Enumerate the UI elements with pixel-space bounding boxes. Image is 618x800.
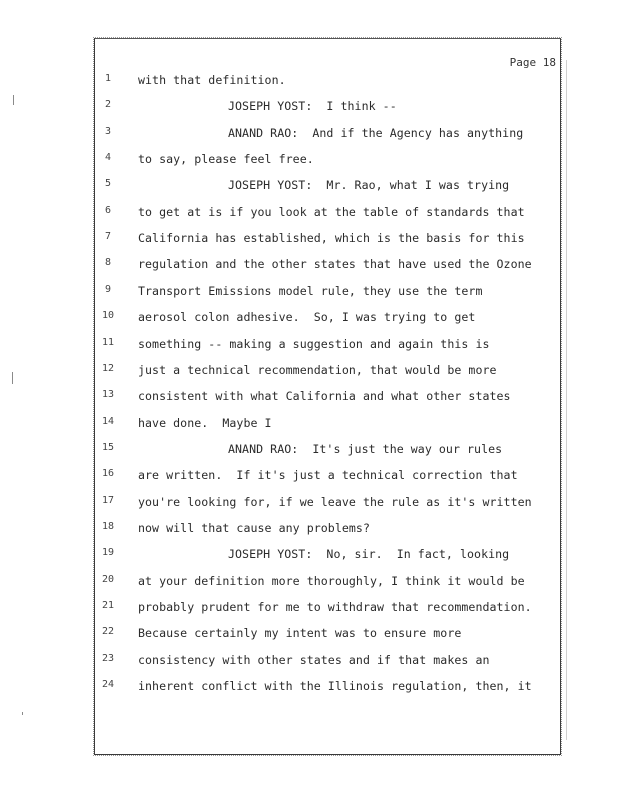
line-number: 7 [104,231,112,243]
line-number: 11 [101,336,115,348]
line-text: regulation and the other states that have used the Ozone [138,257,532,272]
line-number: 19 [101,547,115,559]
scan-speck [566,60,567,740]
line-number: 4 [104,152,112,164]
line-text: ANAND RAO: It's just the way our rules [228,441,503,456]
line-text: are written. If it's just a technical correction that [138,468,518,483]
line-number: 23 [101,652,115,664]
line-text: JOSEPH YOST: I think -- [228,99,397,114]
transcript-line [0,574,618,590]
line-number: 16 [101,468,115,480]
transcript-line [0,600,618,616]
transcript-line [0,152,618,168]
line-number: 15 [101,441,115,453]
line-text: JOSEPH YOST: Mr. Rao, what I was trying [228,178,510,193]
transcript-line [0,257,618,273]
line-text: California has established, which is the basis for this [138,231,525,246]
scan-speck [12,372,13,384]
transcript-line [0,99,618,115]
line-text: Transport Emissions model rule, they use the term [138,283,483,298]
line-text: now will that cause any problems? [138,520,370,535]
line-text: aerosol colon adhesive. So, I was trying to get [138,310,476,325]
line-text: have done. Maybe I [138,415,272,430]
line-text: something -- making a suggestion and again this is [138,336,490,351]
transcript-line [0,626,618,642]
transcript-line [0,231,618,247]
line-number: 18 [101,520,115,532]
line-text: at your definition more thoroughly, I think it would be [138,573,525,588]
transcript-line [0,416,618,432]
transcript-line [0,653,618,669]
scan-speck [22,712,23,715]
transcript-line [0,205,618,221]
line-number: 13 [101,389,115,401]
page-number: Page 18 [509,56,556,69]
line-number: 3 [104,125,112,137]
line-number: 6 [104,204,112,216]
line-number: 14 [101,415,115,427]
line-number: 5 [104,178,112,190]
line-text: with that definition. [138,73,286,87]
line-text: to say, please feel free. [138,152,314,167]
line-number: 1 [104,73,112,84]
line-text: you're looking for, if we leave the rule as it's written [138,494,532,509]
transcript-line [0,178,618,194]
line-text: inherent conflict with the Illinois regulation, then, it [138,679,532,694]
transcript-line [0,310,618,326]
line-number: 9 [104,283,112,295]
transcript-line [0,442,618,458]
line-text: probably prudent for me to withdraw that recommendation. [138,600,532,614]
transcript-line [0,389,618,405]
line-number: 24 [101,679,115,691]
line-number: 17 [101,494,115,506]
line-number: 10 [101,310,115,322]
line-text: consistency with other states and if that makes an [138,652,490,667]
line-number: 12 [101,362,115,374]
line-number: 21 [101,600,115,611]
transcript-line [0,284,618,300]
transcript-line [0,547,618,563]
line-text: JOSEPH YOST: No, sir. In fact, looking [228,547,510,562]
transcript-line [0,73,618,89]
transcript-line [0,521,618,537]
transcript-line [0,337,618,353]
line-number: 8 [104,257,112,269]
line-text: just a technical recommendation, that would be more [138,362,497,377]
transcript-line [0,679,618,695]
line-text: ANAND RAO: And if the Agency has anything [228,125,524,140]
scan-speck [13,95,14,105]
line-number: 20 [101,573,115,585]
line-number: 2 [104,99,112,111]
line-text: to get at is if you look at the table of standards that [138,204,525,219]
line-text: Because certainly my intent was to ensure more [138,626,462,641]
transcript-line [0,495,618,511]
line-text: consistent with what California and what other states [138,389,511,404]
transcript-line [0,363,618,379]
line-number: 22 [101,626,115,638]
transcript-line [0,468,618,484]
transcript-line [0,126,618,142]
